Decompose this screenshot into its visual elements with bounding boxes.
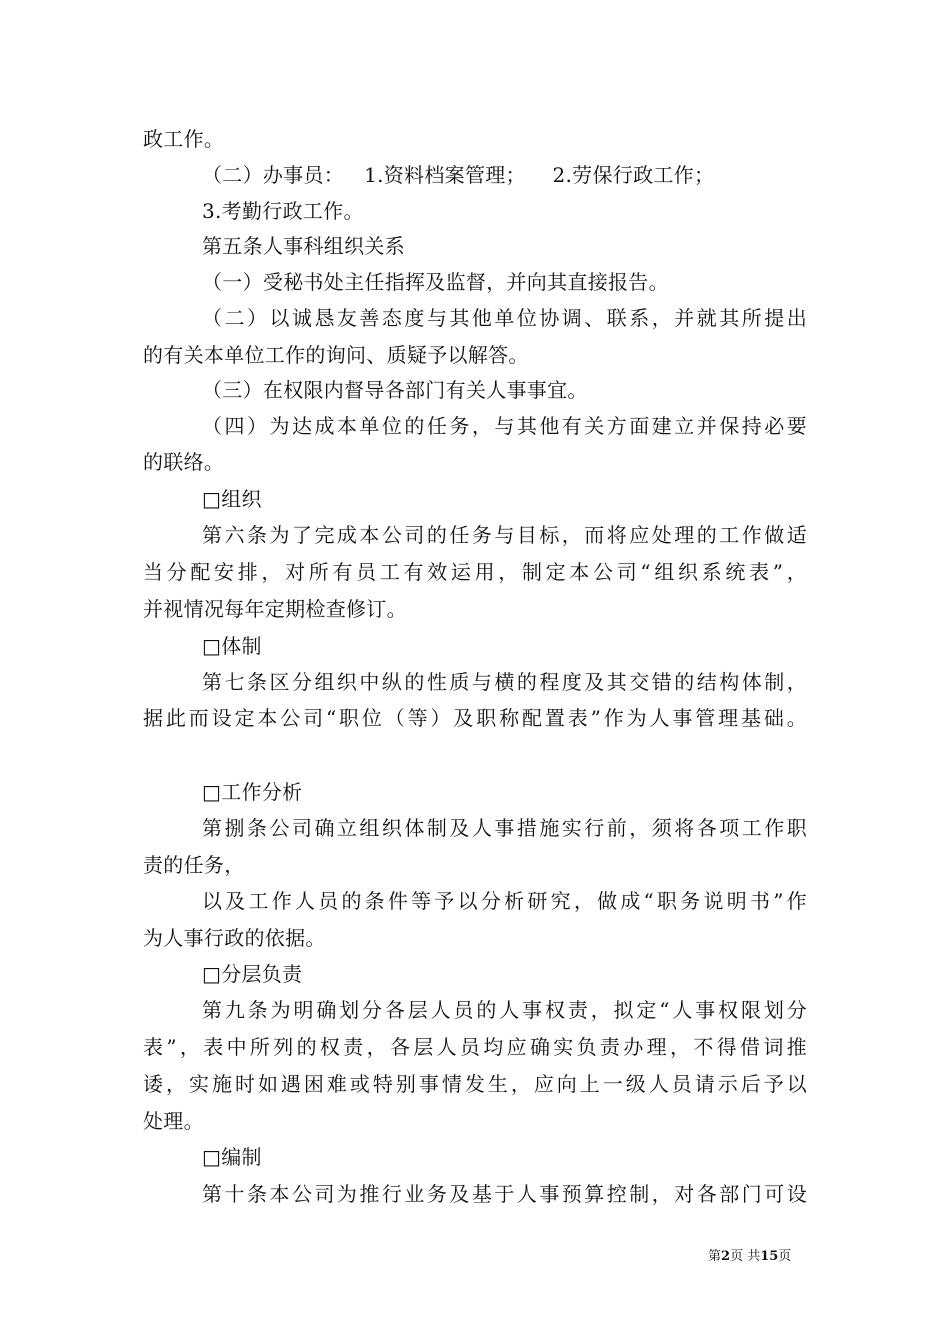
section-heading: □分层负责 bbox=[202, 962, 303, 986]
text-line: 处理。 bbox=[143, 1109, 204, 1133]
text-line: 第九条为明确划分各层人员的人事权责，拟定“人事权限划分 bbox=[202, 998, 807, 1022]
article-heading: 第五条人事科组织关系 bbox=[202, 234, 405, 258]
text-line: 以及工作人员的条件等予以分析研究，做成“职务说明书”作 bbox=[202, 889, 807, 913]
total-pages-number: 15 bbox=[760, 1249, 779, 1264]
page-footer bbox=[708, 1249, 791, 1265]
text-line: （二）以诚恳友善态度与其他单位协调、联系，并就其所提出 bbox=[202, 306, 807, 330]
text-line: 政工作。 bbox=[143, 127, 225, 151]
section-heading: □体制 bbox=[202, 634, 262, 658]
text-line: （四）为达成本单位的任务，与其他有关方面建立并保持必要 bbox=[202, 414, 807, 438]
text-line: 为人事行政的依据。 bbox=[143, 926, 326, 950]
text-line: 第十条本公司为推行业务及基于人事预算控制，对各部门可设 bbox=[202, 1182, 807, 1206]
footer-suffix: 页 bbox=[778, 1249, 792, 1264]
text-line: 第七条区分组织中纵的性质与横的程度及其交错的结构体制， bbox=[202, 670, 807, 694]
text-line: 据此而设定本公司“职位（等）及职称配置表”作为人事管理基础。 bbox=[143, 706, 807, 730]
text-line: 的有关本单位工作的询问、质疑予以解答。 bbox=[143, 343, 529, 367]
text-line: 诿，实施时如遇困难或特别事情发生，应向上一级人员请示后予以 bbox=[143, 1072, 807, 1096]
text-line: 责的任务， bbox=[143, 853, 245, 877]
text-line: 第捌条公司确立组织体制及人事措施实行前，须将各项工作职 bbox=[202, 816, 807, 840]
text-line: （一）受秘书处主任指挥及监督，并向其直接报告。 bbox=[202, 270, 669, 294]
section-heading: □工作分析 bbox=[202, 780, 303, 804]
section-heading: □编制 bbox=[202, 1145, 262, 1169]
text-line: 当分配安排，对所有员工有效运用，制定本公司“组织系统表”， bbox=[143, 560, 807, 584]
text-line: 表”，表中所列的权责，各层人员均应确实负责办理，不得借词推 bbox=[143, 1035, 807, 1059]
text-line: 并视情况每年定期检查修订。 bbox=[143, 597, 407, 621]
text-line: 的联络。 bbox=[143, 450, 225, 474]
text-line: （三）在权限内督导各部门有关人事事宜。 bbox=[202, 378, 588, 402]
current-page-number: 2 bbox=[721, 1249, 731, 1264]
text-line: 第六条为了完成本公司的任务与目标，而将应处理的工作做适 bbox=[202, 523, 807, 547]
section-heading: □组织 bbox=[202, 487, 262, 511]
text-line: 3.考勤行政工作。 bbox=[202, 199, 364, 223]
footer-middle: 页 共 bbox=[730, 1249, 761, 1264]
text-line: （二）办事员： 1.资料档案管理； 2.劳保行政工作； bbox=[202, 163, 715, 187]
footer-prefix: 第 bbox=[708, 1249, 722, 1264]
